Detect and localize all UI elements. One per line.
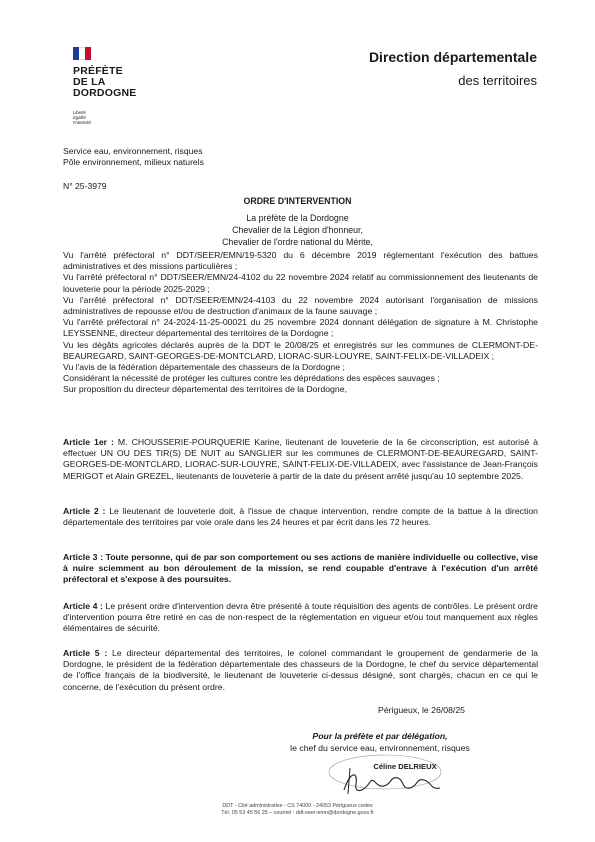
motto	[73, 110, 91, 125]
footer-address: DDT - Cité administrative - CS 74000 - 24053 Périgueux cedex	[222, 803, 373, 809]
article-label: Article 2 :	[63, 506, 106, 516]
article-label: Article 3 :	[63, 552, 103, 562]
footer-contact: Tél. 05 53 45 56 25 – courriel : ddt-seer-emn@dordogne.gouv.fr	[221, 810, 374, 816]
authority-line: Chevalier de l'ordre national du Mérite,	[222, 237, 373, 247]
direction-subtitle: des territoires	[458, 73, 537, 88]
consideration-item: Vu l'arrêté préfectoral n° DDT/SEER/EMN/24-4102 du 22 novembre 2024 relatif au commissionnement des lieutenants de louveterie pour la période 2025-2029 ;	[63, 272, 538, 294]
article-2	[63, 506, 538, 528]
motto-line: Liberté	[73, 110, 86, 115]
consideration-item: Vu les dégâts agricoles déclarés auprès de la DDT le 20/08/25 et enregistrés sur les communes de CLERMONT-DE-BEAUREGARD, SAINT-GEORGES-DE-MONTCLARD, LIORAC-SUR-LOUYRE, SAINT-FELIX-DE-VILLADEIX ;	[63, 339, 538, 361]
article-text: Le présent ordre d'intervention devra être présenté à toute réquisition des agents de contrôles. Le présent ordre d'intervention pourra être retiré en cas de non-respect de la réglementation en vigueur et/ou tout manquement aux règles élémentaires de sécurité.	[63, 601, 538, 634]
marianne-flag-icon	[73, 47, 91, 60]
authority-line: Chevalier de la Légion d'honneur,	[232, 225, 363, 235]
signatory-role: le chef du service eau, environnement, risques	[290, 743, 470, 753]
place-date: Périgueux, le 26/08/25	[378, 705, 465, 715]
article-text: Le lieutenant de louveterie doit, à l'issue de chaque intervention, rendre compte de la battue à la direction départementale des territoires par voie orale dans les 24 heures et par écrit dans les 72 heures.	[63, 506, 539, 528]
order-title: ORDRE D'INTERVENTION	[243, 196, 352, 206]
pole-name: Pôle environnement, milieux naturels	[63, 157, 204, 167]
delegation-line: Pour la préfète et par délégation,	[312, 731, 448, 741]
footer	[0, 803, 595, 817]
service-block	[63, 146, 204, 168]
signatory-name: Céline DELRIEUX	[373, 762, 437, 771]
article-text: M. CHOUSSERIE-POURQUERIE Karine, lieutenant de louveterie de la 6e circonscription, est autorisé à effectuer UN OU DES TIR(S) DE NUIT au SANGLIER sur les communes de CLERMONT-DE-BEAUREGARD, SAINT-GEORGES-DE-MONTCLARD, LIORAC-SUR-LOUYRE, SAINT-FELIX-DE-VILLADEIX, avec l'assistance de Jean-François MERIGOT et Alain GREZEL, lieutenants de louveterie à partir de la date du présent arrêté jusqu'au 10 septembre 2025.	[63, 437, 538, 481]
handwritten-signature	[340, 764, 450, 798]
order-number: N° 25-3979	[63, 181, 107, 191]
article-3	[63, 552, 538, 586]
consideration-item: Vu l'arrêté préfectoral n° DDT/SEER/EMN/24-4103 du 22 novembre 2024 autorisant l'organisation de missions administratives de repousse et/ou de destruction d'animaux de la faune sauvage ;	[63, 294, 538, 317]
consideration-item: Vu l'avis de la fédération départementale des chasseurs de la Dordogne ;	[63, 362, 345, 373]
article-text: Le directeur départemental des territoires, le colonel commandant le groupement de gendarmerie de la Dordogne, le président de la fédération départementale des chasseurs de la Dordogne, le chef du service départemental de l'office français de la biodiversité, le lieutenant de louveterie ci-dessus désigné, sont chargés, chacun en ce qui le concerne, de l'exécution du présent ordre.	[63, 648, 538, 692]
article-5	[63, 648, 538, 693]
article-label: Article 4 :	[63, 601, 103, 611]
service-name: Service eau, environnement, risques	[63, 146, 203, 156]
consideration-item: Vu l'arrêté préfectoral n° 24-2024-11-25-00021 du 25 novembre 2024 donnant délégation de signature à M. Christophe LEYSSENNE, directeur départemental des territoires de la Dordogne ;	[63, 317, 538, 339]
consideration-item: Considérant la nécessité de protéger les cultures contre les déprédations des espèces sauvages ;	[63, 373, 440, 384]
institution-line: DORDOGNE	[73, 87, 137, 99]
institution-line: PRÉFÈTE	[73, 65, 123, 77]
institution-block	[73, 66, 136, 99]
considerations-list	[63, 250, 538, 396]
direction-title: Direction départementale	[368, 49, 537, 65]
institution-line: DE LA	[73, 76, 106, 88]
article-text: Toute personne, qui de par son comportement ou ses actions de manière individuelle ou collective, vise à nuire sciemment au bon déroulement de la mission, se rend coupable d'entrave à l'exécution d'un arrêté préfectoral et s'expose à des poursuites.	[63, 552, 539, 585]
motto-line: Fraternité	[73, 120, 91, 125]
consideration-item: Sur proposition du directeur départemental des territoires de la Dordogne,	[63, 384, 347, 395]
consideration-item: Vu l'arrêté préfectoral n° DDT/SEER/EMN/19-5320 du 6 décembre 2019 réglementant l'exécution des battues administratives et des missions particulières ;	[63, 250, 538, 272]
authority-line: La préfète de la Dordogne	[246, 213, 349, 223]
motto-line: Égalité	[73, 115, 86, 120]
authority-block	[0, 212, 595, 248]
article-1	[63, 437, 538, 482]
article-4	[63, 601, 538, 635]
article-label: Article 1er :	[63, 437, 114, 447]
article-label: Article 5 :	[63, 648, 108, 658]
